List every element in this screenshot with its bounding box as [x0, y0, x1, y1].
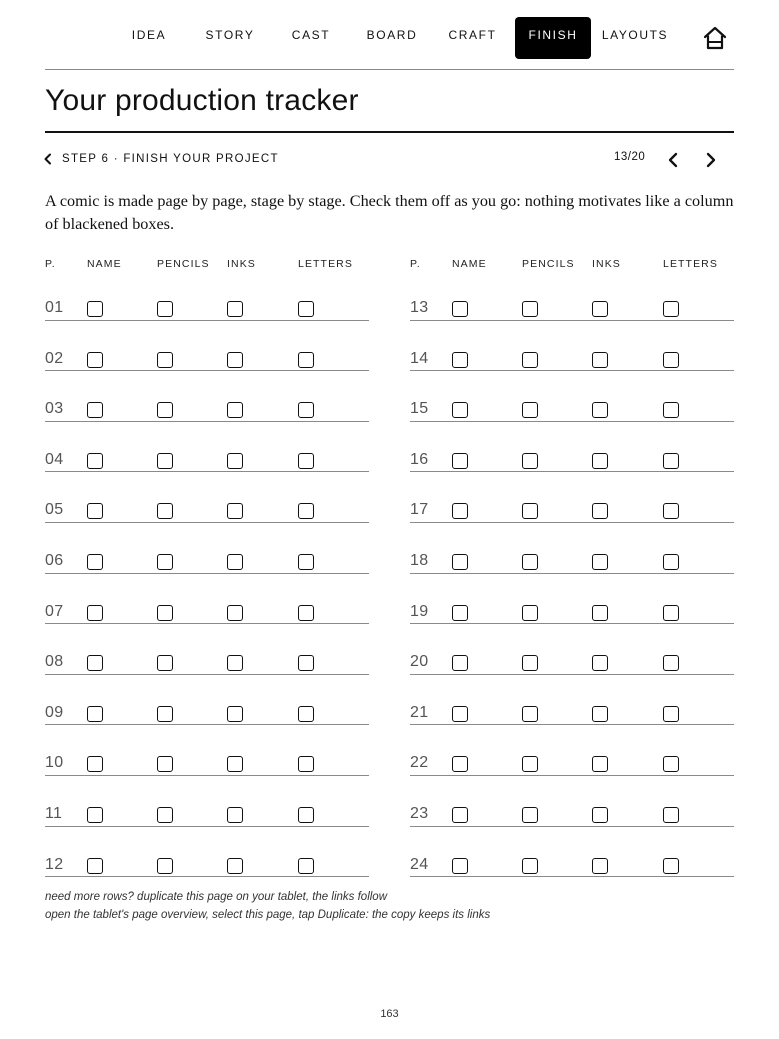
page-number-cell: 07 [45, 602, 64, 620]
pencils-checkbox[interactable] [157, 807, 173, 823]
table-row [45, 422, 369, 473]
pencils-checkbox[interactable] [157, 503, 173, 519]
letters-checkbox[interactable] [298, 453, 314, 469]
page-number-cell: 08 [45, 653, 64, 671]
chevron-right-icon [702, 150, 720, 170]
name-checkbox[interactable] [87, 655, 103, 671]
header-letters: LETTERS [663, 258, 718, 270]
letters-checkbox[interactable] [298, 605, 314, 621]
letters-checkbox[interactable] [298, 301, 314, 317]
page-number-cell: 06 [45, 552, 64, 569]
tab-board[interactable]: BOARD [366, 28, 418, 42]
table-row [410, 472, 734, 523]
letters-checkbox[interactable] [298, 807, 314, 823]
intro-text: A comic is made page by page, stage by stage. Check them off as you go: nothing motivates like a column of blackened boxes. [45, 192, 734, 233]
inks-checkbox[interactable] [592, 352, 608, 368]
table-row [45, 624, 369, 675]
table-row [410, 371, 734, 422]
page-number-cell: 22 [410, 754, 429, 772]
table-row [410, 827, 734, 878]
header-pencils: PENCILS [157, 258, 210, 270]
step-label: STEP 6 · FINISH YOUR PROJECT [62, 153, 279, 165]
name-checkbox[interactable] [452, 352, 468, 368]
pencils-checkbox[interactable] [157, 554, 173, 570]
page-number-cell: 24 [410, 855, 429, 873]
page-number-cell: 14 [410, 349, 429, 367]
pencils-checkbox[interactable] [522, 453, 538, 469]
name-checkbox[interactable] [87, 858, 103, 874]
page-number-cell: 03 [45, 400, 64, 418]
letters-checkbox[interactable] [663, 352, 679, 368]
pencils-checkbox[interactable] [157, 655, 173, 671]
page-number-cell: 18 [410, 552, 429, 569]
name-checkbox[interactable] [87, 301, 103, 317]
tab-idea[interactable]: IDEA [131, 28, 167, 42]
table-row [45, 321, 369, 372]
pencils-checkbox[interactable] [522, 706, 538, 722]
name-checkbox[interactable] [87, 807, 103, 823]
inks-checkbox[interactable] [227, 453, 243, 469]
table-row [410, 574, 734, 625]
letters-checkbox[interactable] [663, 655, 679, 671]
table-row [410, 523, 734, 574]
header-pencils: PENCILS [522, 258, 575, 270]
page-number-cell: 05 [45, 501, 64, 519]
name-checkbox[interactable] [87, 554, 103, 570]
inks-checkbox[interactable] [592, 402, 608, 418]
name-checkbox[interactable] [452, 554, 468, 570]
tab-cast[interactable]: CAST [291, 28, 331, 42]
header-inks: INKS [227, 258, 256, 270]
name-checkbox[interactable] [452, 402, 468, 418]
inks-checkbox[interactable] [592, 503, 608, 519]
letters-checkbox[interactable] [663, 554, 679, 570]
name-checkbox[interactable] [452, 756, 468, 772]
header-page: P. [45, 258, 56, 270]
name-checkbox[interactable] [452, 706, 468, 722]
letters-checkbox[interactable] [298, 706, 314, 722]
table-row [45, 270, 369, 321]
inks-checkbox[interactable] [592, 655, 608, 671]
page-number-cell: 02 [45, 349, 64, 367]
letters-checkbox[interactable] [298, 858, 314, 874]
inks-checkbox[interactable] [227, 756, 243, 772]
pencils-checkbox[interactable] [522, 554, 538, 570]
table-row [45, 574, 369, 625]
name-checkbox[interactable] [452, 503, 468, 519]
table-row [410, 270, 734, 321]
letters-checkbox[interactable] [663, 858, 679, 874]
table-row [410, 624, 734, 675]
inks-checkbox[interactable] [592, 706, 608, 722]
page-number-cell: 12 [45, 855, 64, 873]
footnote-duplicate: need more rows? duplicate this page on your tablet, the links follow [45, 891, 388, 903]
letters-checkbox[interactable] [663, 402, 679, 418]
page-number-cell: 15 [410, 400, 429, 418]
pencils-checkbox[interactable] [157, 301, 173, 317]
letters-checkbox[interactable] [663, 453, 679, 469]
page-number-cell: 04 [45, 450, 64, 468]
page-number-cell: 21 [410, 703, 429, 721]
name-checkbox[interactable] [87, 756, 103, 772]
nav-divider [45, 69, 734, 70]
letters-checkbox[interactable] [663, 301, 679, 317]
letters-checkbox[interactable] [298, 655, 314, 671]
inks-checkbox[interactable] [592, 554, 608, 570]
table-row [45, 472, 369, 523]
tab-layouts[interactable]: LAYOUTS [601, 28, 669, 42]
name-checkbox[interactable] [452, 605, 468, 621]
prev-page-button[interactable] [664, 150, 682, 170]
next-page-button[interactable] [702, 150, 720, 170]
page-number-cell: 01 [45, 299, 64, 316]
inks-checkbox[interactable] [227, 301, 243, 317]
tracker-table-right [410, 258, 734, 873]
inks-checkbox[interactable] [592, 453, 608, 469]
chevron-left-icon [42, 152, 54, 166]
page-title: Your production tracker [45, 84, 359, 117]
table-row [410, 321, 734, 372]
inks-checkbox[interactable] [227, 352, 243, 368]
inks-checkbox[interactable] [227, 655, 243, 671]
page-number-cell: 10 [45, 754, 64, 772]
pencils-checkbox[interactable] [157, 756, 173, 772]
step-back-link[interactable] [42, 150, 279, 168]
name-checkbox[interactable] [452, 807, 468, 823]
name-checkbox[interactable] [452, 453, 468, 469]
page-number-cell: 17 [410, 501, 429, 519]
table-row [410, 675, 734, 726]
pencils-checkbox[interactable] [522, 807, 538, 823]
top-navigation [0, 0, 779, 70]
name-checkbox[interactable] [87, 605, 103, 621]
page-number-cell: 16 [410, 450, 429, 468]
inks-checkbox[interactable] [227, 706, 243, 722]
inks-checkbox[interactable] [227, 858, 243, 874]
pencils-checkbox[interactable] [522, 352, 538, 368]
name-checkbox[interactable] [452, 858, 468, 874]
footnote-overview: open the tablet's page overview, select this page, tap Duplicate: the copy keeps its links [45, 909, 491, 921]
header-letters: LETTERS [298, 258, 353, 270]
table-row [45, 776, 369, 827]
pencils-checkbox[interactable] [157, 352, 173, 368]
header-name: NAME [87, 258, 122, 270]
table-row [45, 523, 369, 574]
tab-story[interactable]: STORY [205, 28, 255, 42]
header-page: P. [410, 258, 421, 270]
page-number-cell: 19 [410, 602, 429, 620]
pencils-checkbox[interactable] [157, 453, 173, 469]
inks-checkbox[interactable] [227, 554, 243, 570]
inks-checkbox[interactable] [227, 503, 243, 519]
header-name: NAME [452, 258, 487, 270]
pencils-checkbox[interactable] [522, 503, 538, 519]
pencils-checkbox[interactable] [157, 402, 173, 418]
table-row [45, 675, 369, 726]
pencils-checkbox[interactable] [522, 605, 538, 621]
table-row [45, 725, 369, 776]
tracker-table-left [45, 258, 369, 873]
letters-checkbox[interactable] [663, 756, 679, 772]
home-icon[interactable] [703, 25, 727, 51]
page-number-cell: 11 [45, 805, 63, 822]
name-checkbox[interactable] [452, 655, 468, 671]
letters-checkbox[interactable] [298, 554, 314, 570]
tab-craft[interactable]: CRAFT [448, 28, 497, 42]
pencils-checkbox[interactable] [157, 858, 173, 874]
page-number-cell: 13 [410, 299, 429, 316]
letters-checkbox[interactable] [663, 706, 679, 722]
name-checkbox[interactable] [87, 402, 103, 418]
pencils-checkbox[interactable] [522, 858, 538, 874]
inks-checkbox[interactable] [227, 605, 243, 621]
title-divider [45, 131, 734, 133]
pencils-checkbox[interactable] [157, 605, 173, 621]
header-inks: INKS [592, 258, 621, 270]
tab-finish[interactable]: FINISH [515, 17, 591, 59]
inks-checkbox[interactable] [592, 301, 608, 317]
letters-checkbox[interactable] [298, 402, 314, 418]
name-checkbox[interactable] [87, 503, 103, 519]
name-checkbox[interactable] [87, 352, 103, 368]
page-number-cell: 23 [410, 805, 429, 822]
name-checkbox[interactable] [452, 301, 468, 317]
table-row [410, 776, 734, 827]
letters-checkbox[interactable] [663, 503, 679, 519]
inks-checkbox[interactable] [227, 402, 243, 418]
page-number: 163 [380, 1008, 399, 1020]
letters-checkbox[interactable] [298, 352, 314, 368]
chevron-left-icon [664, 150, 682, 170]
letters-checkbox[interactable] [298, 756, 314, 772]
letters-checkbox[interactable] [663, 605, 679, 621]
table-row [45, 371, 369, 422]
inks-checkbox[interactable] [592, 756, 608, 772]
pencils-checkbox[interactable] [157, 706, 173, 722]
letters-checkbox[interactable] [298, 503, 314, 519]
inks-checkbox[interactable] [592, 807, 608, 823]
pencils-checkbox[interactable] [522, 301, 538, 317]
page-number-cell: 09 [45, 703, 64, 721]
page-number-cell: 20 [410, 653, 429, 671]
table-row [410, 422, 734, 473]
inks-checkbox[interactable] [592, 605, 608, 621]
inks-checkbox[interactable] [227, 807, 243, 823]
table-row [45, 827, 369, 878]
name-checkbox[interactable] [87, 706, 103, 722]
letters-checkbox[interactable] [663, 807, 679, 823]
page-counter: 13/20 [614, 151, 646, 163]
inks-checkbox[interactable] [592, 858, 608, 874]
pencils-checkbox[interactable] [522, 756, 538, 772]
name-checkbox[interactable] [87, 453, 103, 469]
table-row [410, 725, 734, 776]
pencils-checkbox[interactable] [522, 402, 538, 418]
pencils-checkbox[interactable] [522, 655, 538, 671]
